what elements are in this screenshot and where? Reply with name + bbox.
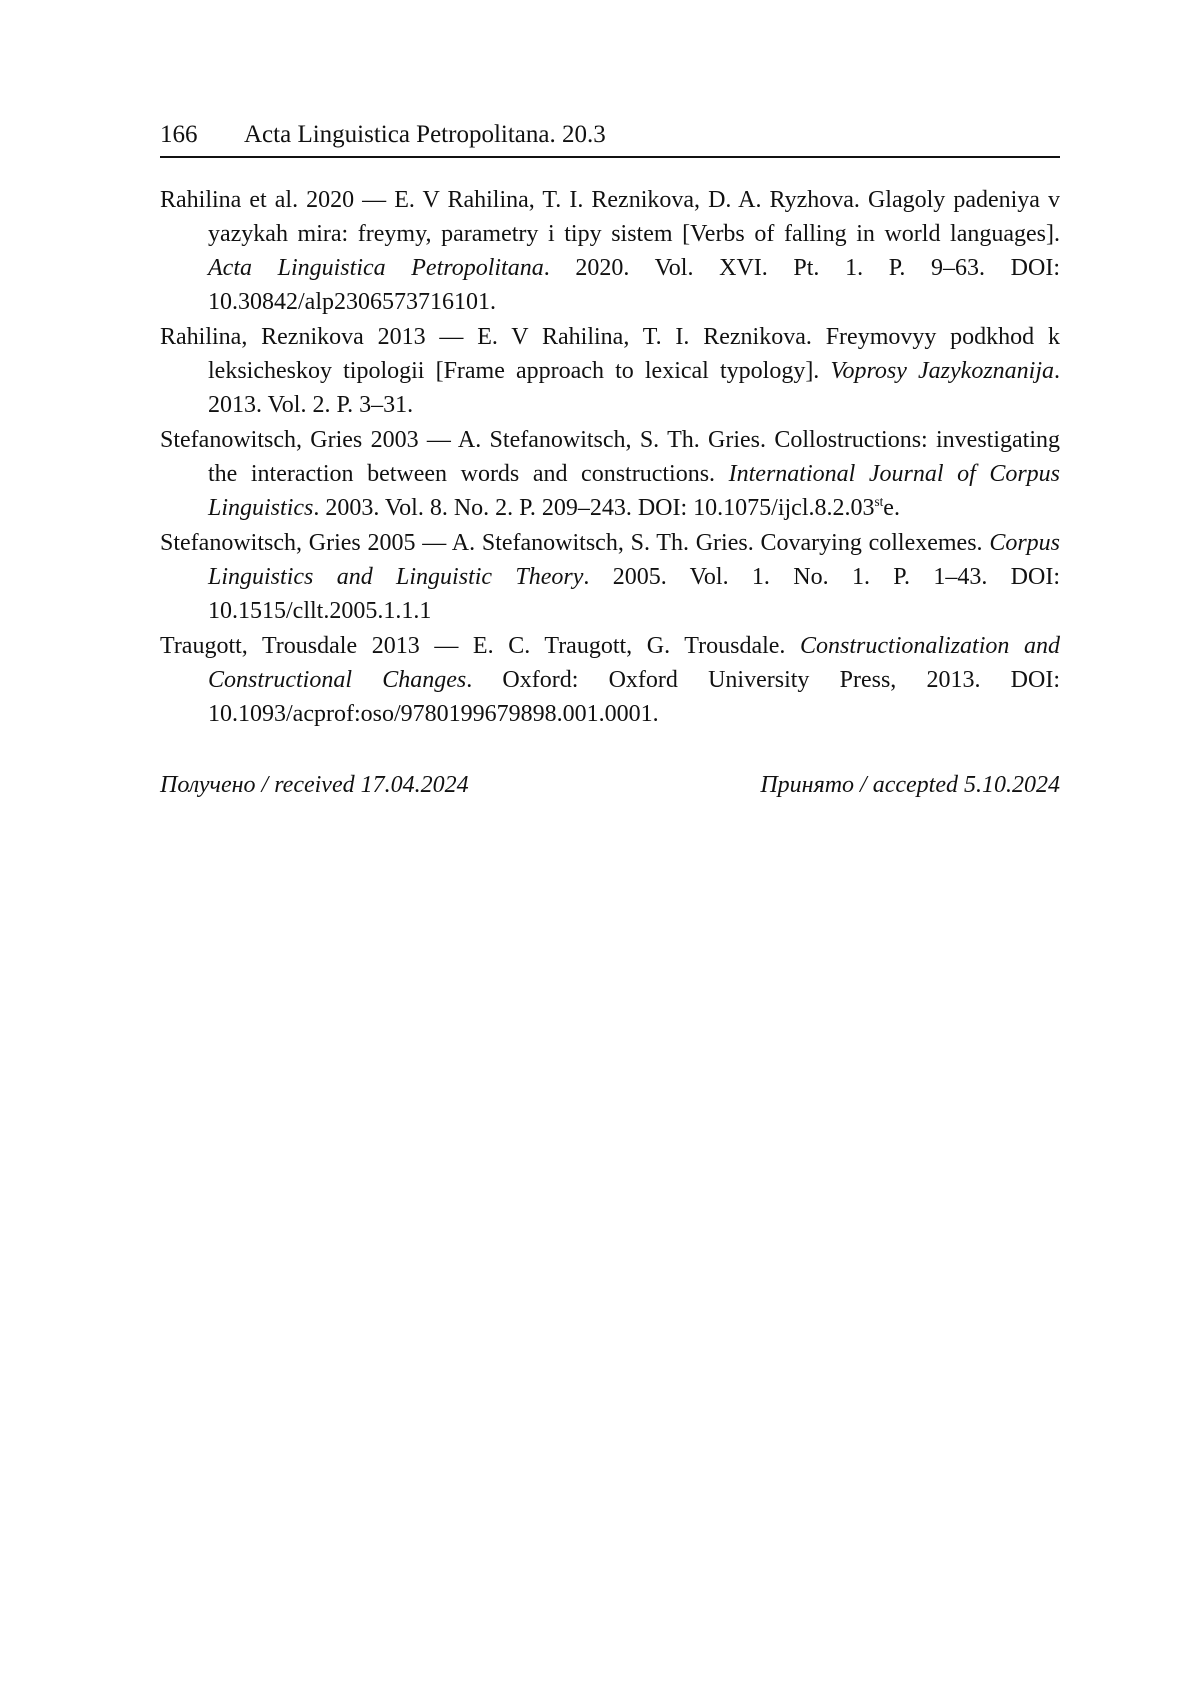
reference-authors: E. V Rahilina, T. I. Reznikova. bbox=[477, 324, 812, 350]
reference-entry bbox=[160, 183, 1060, 319]
submission-dates bbox=[160, 768, 1060, 802]
reference-entry bbox=[160, 629, 1060, 731]
reference-details: . 2013. Vol. 2. P. 3–31. bbox=[208, 358, 1060, 418]
reference-entry bbox=[160, 423, 1060, 525]
reference-details: . 2020. Vol. XVI. Pt. 1. P. 9–63. DOI: 10.30842/alp2306573716101. bbox=[208, 255, 1060, 315]
reference-source: Constructionalization and Constructional Changes bbox=[208, 633, 1060, 693]
reference-title: Freymovyy podkhod k leksicheskoy tipologii [Frame approach to lexical typology]. bbox=[208, 324, 1061, 384]
received-date: Получено / received 17.04.2024 bbox=[160, 772, 469, 798]
accepted-date: Принято / accepted 5.10.2024 bbox=[760, 772, 1060, 798]
reference-title: Glagoly padeniya v yazykah mira: freymy, parametry i tipy sistem [Verbs of falling in world languages]. bbox=[208, 187, 1060, 247]
reference-source: International Journal of Corpus Linguistics bbox=[208, 461, 1061, 521]
dash: — bbox=[425, 324, 478, 350]
journal-title: Acta Linguistica Petropolitana. 20.3 bbox=[244, 121, 606, 148]
reference-authors: A. Stefanowitsch, S. Th. Gries. bbox=[451, 530, 754, 556]
reference-details-superscript: st bbox=[874, 494, 884, 509]
reference-entry bbox=[160, 526, 1060, 628]
reference-authors: E. V Rahilina, T. I. Reznikova, D. A. Ryzhova. bbox=[394, 187, 860, 213]
reference-key: Rahilina, Reznikova 2013 bbox=[160, 324, 426, 350]
dash: — bbox=[354, 187, 395, 213]
dash: — bbox=[419, 633, 473, 659]
reference-authors: A. Stefanowitsch, S. Th. Gries. bbox=[457, 427, 767, 453]
dash: — bbox=[415, 530, 452, 556]
reference-details: . 2005. Vol. 1. No. 1. P. 1–43. DOI: 10.1515/cllt.2005.1.1.1 bbox=[208, 564, 1060, 624]
page-header bbox=[160, 120, 1060, 158]
reference-key: Stefanowitsch, Gries 2005 bbox=[160, 530, 416, 556]
reference-key: Stefanowitsch, Gries 2003 bbox=[160, 427, 419, 453]
reference-source: Acta Linguistica Petropolitana bbox=[208, 255, 544, 281]
reference-key: Rahilina et al. 2020 bbox=[160, 187, 355, 213]
page-number: 166 bbox=[160, 121, 198, 148]
reference-details: . Oxford: Oxford University Press, 2013. DOI: 10.1093/acprof:oso/9780199679898.001.0001. bbox=[208, 667, 1061, 727]
reference-key: Traugott, Trousdale 2013 bbox=[160, 633, 420, 659]
reference-title: Covarying collexemes. bbox=[760, 530, 983, 556]
reference-authors: E. C. Traugott, G. Trousdale. bbox=[472, 633, 786, 659]
reference-details-end: e. bbox=[883, 495, 900, 521]
reference-entry bbox=[160, 320, 1060, 422]
reference-title: Collostructions: investigating the interaction between words and constructions. bbox=[208, 427, 1060, 487]
reference-details: . 2003. Vol. 8. No. 2. P. 209–243. DOI: 10.1075/ijcl.8.2.03 bbox=[313, 495, 875, 521]
reference-source: Corpus Linguistics and Linguistic Theory bbox=[208, 530, 1061, 590]
dash: — bbox=[418, 427, 458, 453]
references-list bbox=[160, 183, 1060, 732]
reference-source: Voprosy Jazykoznanija bbox=[830, 358, 1054, 384]
